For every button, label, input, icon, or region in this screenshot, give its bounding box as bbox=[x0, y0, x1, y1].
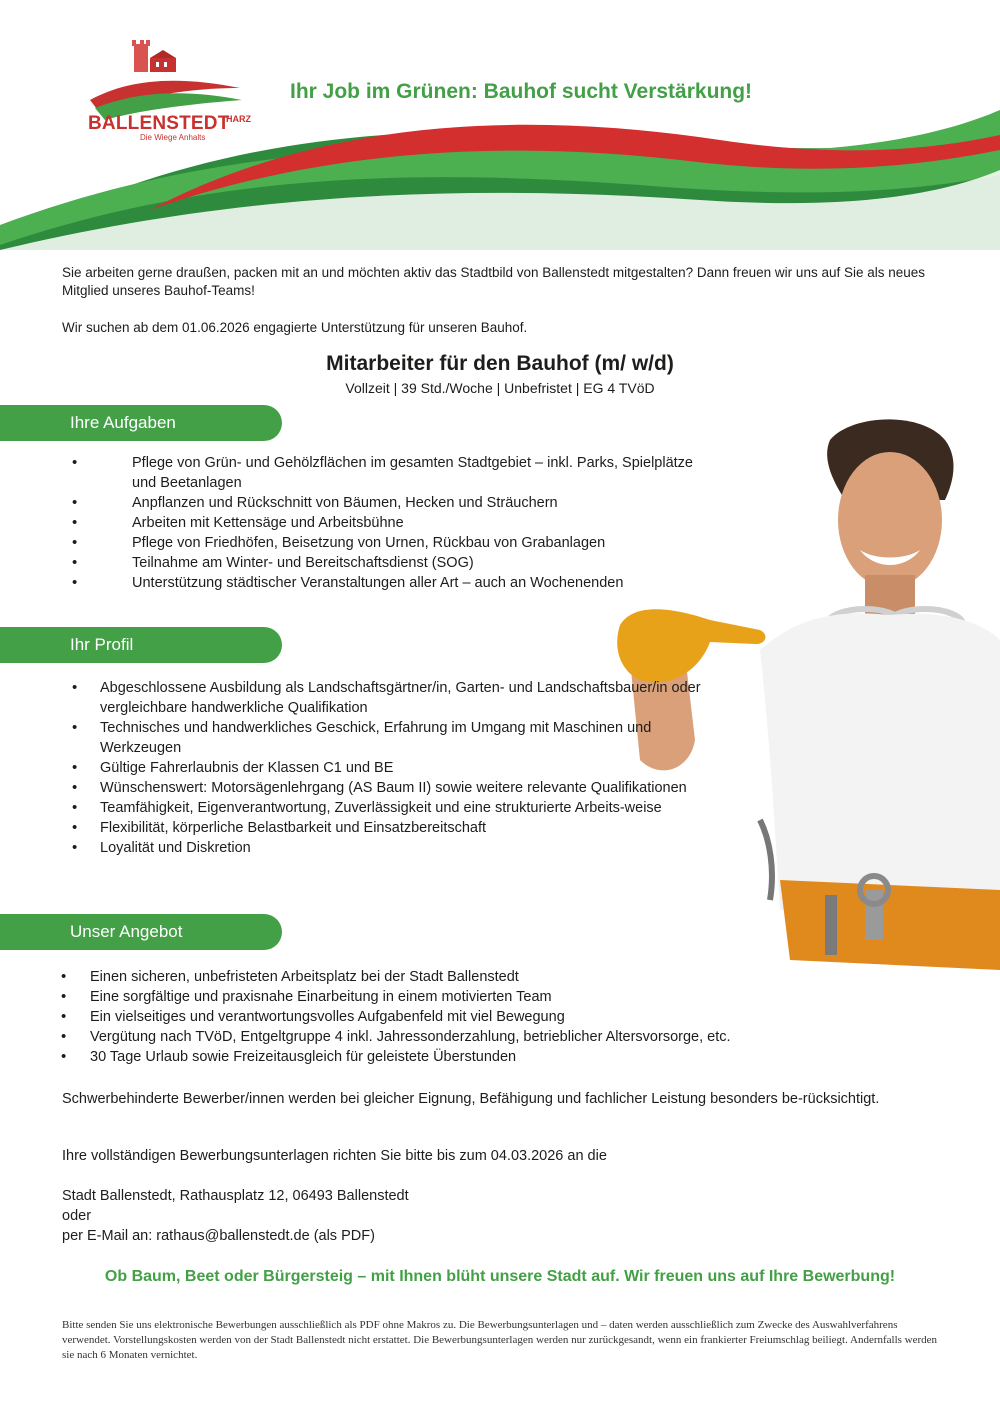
footer-note: Bitte senden Sie uns elektronische Bewerbungen ausschließlich als PDF ohne Makros zu. Die Bewerbungsunterlagen und – daten werden ausschließlich zum Zwecke des Auswahlverfahrens verwendet. Vorstellungskosten werden von der Stadt Ballenstedt nicht erstattet. Die Bewerbungsunterlagen werden nur zurückgesandt, wenn ein frankierter Freiumschlag beiliegt. Andernfalls werden sie nach 6 Monaten vernichtet. bbox=[62, 1319, 938, 1361]
section-bar-profil: Ihr Profil bbox=[0, 627, 282, 663]
list-item: • Pflege von Friedhöfen, Beisetzung von Urnen, Rückbau von Grabanlagen bbox=[72, 533, 712, 553]
list-item: • Technisches und handwerkliches Geschick, Erfahrung im Umgang mit Maschinen und Werkzeugen bbox=[72, 718, 722, 758]
list-item: • Unterstützung städtischer Veranstaltungen aller Art – auch an Wochenenden bbox=[72, 573, 712, 593]
job-details: Vollzeit | 39 Std./Woche | Unbefristet | EG 4 TVöD bbox=[345, 380, 655, 396]
page-headline: Ihr Job im Grünen: Bauhof sucht Verstärkung! bbox=[290, 80, 753, 103]
list-item: • Pflege von Grün- und Gehölzflächen im gesamten Stadtgebiet – inkl. Parks, Spielplätze und Beetanlagen bbox=[72, 453, 712, 493]
list-item: • Flexibilität, körperliche Belastbarkeit und Einsatzbereitschaft bbox=[72, 818, 722, 838]
angebot-list bbox=[61, 967, 961, 1067]
logo-region: HARZ bbox=[226, 114, 251, 124]
list-item: • 30 Tage Urlaub sowie Freizeitausgleich für geleistete Überstunden bbox=[61, 1047, 961, 1067]
list-item: • Teamfähigkeit, Eigenverantwortung, Zuverlässigkeit und eine strukturierte Arbeits-weise bbox=[72, 798, 722, 818]
intro-paragraph: Sie arbeiten gerne draußen, packen mit an und möchten aktiv das Stadtbild von Ballenstedt mitgestalten? Dann freuen wir uns auf Sie als neues Mitglied unseres Bauhof-Teams! bbox=[62, 265, 926, 298]
list-item: • Einen sicheren, unbefristeten Arbeitsplatz bei der Stadt Ballenstedt bbox=[61, 967, 961, 987]
list-item: • Gültige Fahrerlaubnis der Klassen C1 und BE bbox=[72, 758, 722, 778]
list-item: • Teilnahme am Winter- und Bereitschaftsdienst (SOG) bbox=[72, 553, 712, 573]
list-item: • Eine sorgfältige und praxisnahe Einarbeitung in einem motivierten Team bbox=[61, 987, 961, 1007]
start-date-paragraph: Wir suchen ab dem 01.06.2026 engagierte Unterstützung für unseren Bauhof. bbox=[62, 320, 528, 335]
deadline-text: Ihre vollständigen Bewerbungsunterlagen richten Sie bitte bis zum 04.03.2026 an die bbox=[62, 1148, 607, 1164]
list-item: • Abgeschlossene Ausbildung als Landschaftsgärtner/in, Garten- und Landschaftsbauer/in oder vergleichbare handwerkliche Qualifikation bbox=[72, 678, 722, 718]
logo-tagline: Die Wiege Anhalts bbox=[140, 133, 206, 142]
aufgaben-list bbox=[72, 453, 712, 593]
address-text: Stadt Ballenstedt, Rathausplatz 12, 06493 Ballenstedt bbox=[62, 1188, 409, 1204]
profil-list bbox=[72, 678, 722, 858]
section-bar-angebot: Unser Angebot bbox=[0, 914, 282, 950]
list-item: • Vergütung nach TVöD, Entgeltgruppe 4 inkl. Jahressonderzahlung, betrieblicher Altersvorsorge, etc. bbox=[61, 1027, 961, 1047]
or-text: oder bbox=[62, 1208, 92, 1224]
section-bar-aufgaben: Ihre Aufgaben bbox=[0, 405, 282, 441]
job-title: Mitarbeiter für den Bauhof (m/ w/d) bbox=[326, 352, 674, 375]
list-item: • Wünschenswert: Motorsägenlehrgang (AS Baum II) sowie weitere relevante Qualifikationen bbox=[72, 778, 722, 798]
disability-note: Schwerbehinderte Bewerber/innen werden bei gleicher Eignung, Befähigung und fachlicher Leistung besonders be-rücksichtigt. bbox=[62, 1091, 880, 1107]
list-item: • Ein vielseitiges und verantwortungsvolles Aufgabenfeld mit viel Bewegung bbox=[61, 1007, 961, 1027]
logo-name: BALLENSTEDT bbox=[88, 113, 230, 134]
list-item: • Anpflanzen und Rückschnitt von Bäumen, Hecken und Sträuchern bbox=[72, 493, 712, 513]
closing-slogan: Ob Baum, Beet oder Bürgersteig – mit Ihnen blüht unsere Stadt auf. Wir freuen uns auf Ihre Bewerbung! bbox=[104, 1268, 896, 1285]
list-item: • Loyalität und Diskretion bbox=[72, 838, 722, 858]
email-line: per E-Mail an: rathaus@ballenstedt.de (als PDF) bbox=[62, 1228, 375, 1244]
list-item: • Arbeiten mit Kettensäge und Arbeitsbühne bbox=[72, 513, 712, 533]
